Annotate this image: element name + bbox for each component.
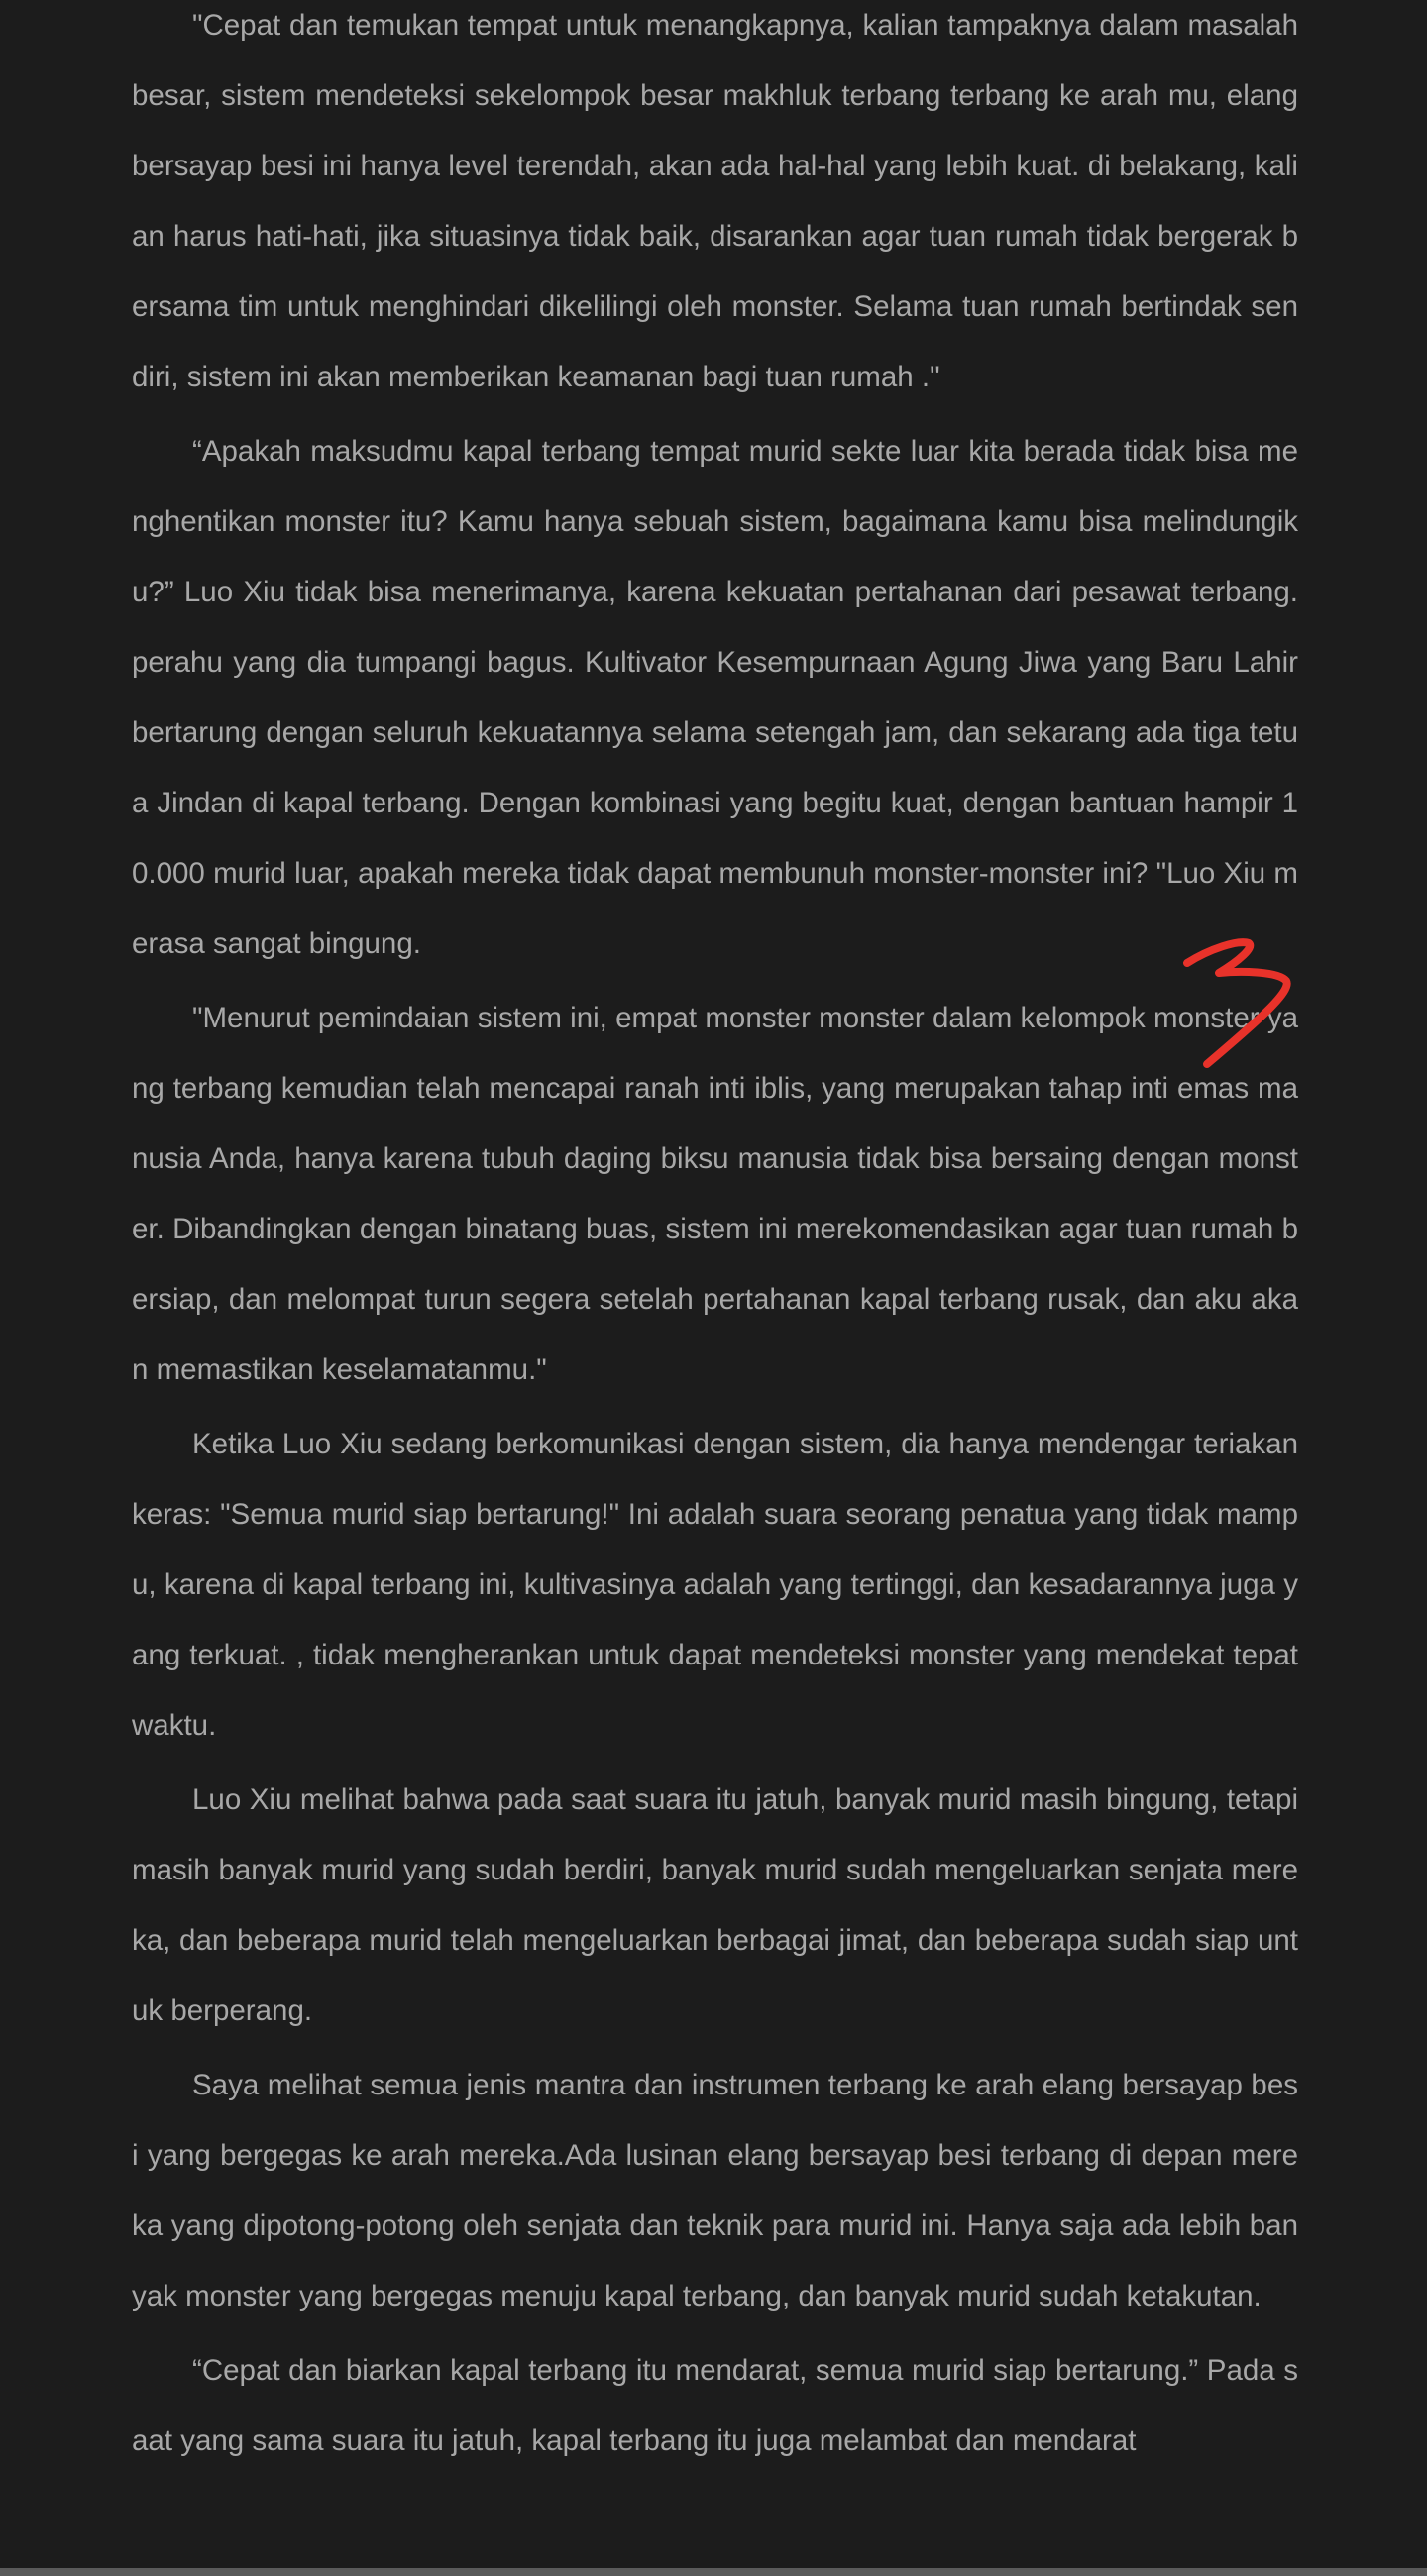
paragraph: Ketika Luo Xiu sedang berkomunikasi dengan sistem, dia hanya mendengar teriakan keras: "Semua murid siap bertarung!" Ini adalah suara seorang penatua yang tidak mampu, karena di kapal terbang ini, kultivasinya adalah yang tertinggi, dan kesadarannya juga yang terkuat. , tidak mengherankan untuk dapat mendeteksi monster yang mendekat tepat waktu. <box>132 1428 1298 1742</box>
paragraph: “Cepat dan biarkan kapal terbang itu mendarat, semua murid siap bertarung.” Pada saat yang sama suara itu jatuh, kapal terbang itu juga melambat dan mendarat <box>132 2354 1298 2457</box>
scroll-indicator-bar <box>0 2568 1427 2576</box>
paragraph: Luo Xiu melihat bahwa pada saat suara itu jatuh, banyak murid masih bingung, tetapi masih banyak murid yang sudah berdiri, banyak murid sudah mengeluarkan senjata mereka, dan beberapa murid telah mengeluarkan berbagai jimat, dan beberapa sudah siap untuk berperang. <box>132 1783 1298 2027</box>
chapter-text <box>132 0 1298 2480</box>
paragraph: Saya melihat semua jenis mantra dan instrumen terbang ke arah elang bersayap besi yang bergegas ke arah mereka.Ada lusinan elang bersayap besi terbang di depan mereka yang dipotong-potong oleh senjata dan teknik para murid ini. Hanya saja ada lebih banyak monster yang bergegas menuju kapal terbang, dan banyak murid sudah ketakutan. <box>132 2069 1298 2312</box>
paragraph: "Cepat dan temukan tempat untuk menangkapnya, kalian tampaknya dalam masalah besar, sistem mendeteksi sekelompok besar makhluk terbang terbang ke arah mu, elang bersayap besi ini hanya level terendah, akan ada hal-hal yang lebih kuat. di belakang, kalian harus hati-hati, jika situasinya tidak baik, disarankan agar tuan rumah tidak bergerak bersama tim untuk menghindari dikelilingi oleh monster. Selama tuan rumah bertindak sendiri, sistem ini akan memberikan keamanan bagi tuan rumah ." <box>132 9 1298 393</box>
paragraph: "Menurut pemindaian sistem ini, empat monster monster dalam kelompok monster yang terbang kemudian telah mencapai ranah inti iblis, yang merupakan tahap inti emas manusia Anda, hanya karena tubuh daging biksu manusia tidak bisa bersaing dengan monster. Dibandingkan dengan binatang buas, sistem ini merekomendasikan agar tuan rumah bersiap, dan melompat turun segera setelah pertahanan kapal terbang rusak, dan aku akan memastikan keselamatanmu." <box>132 1002 1298 1386</box>
paragraph: “Apakah maksudmu kapal terbang tempat murid sekte luar kita berada tidak bisa menghentikan monster itu? Kamu hanya sebuah sistem, bagaimana kamu bisa melindungiku?” Luo Xiu tidak bisa menerimanya, karena kekuatan pertahanan dari pesawat terbang. perahu yang dia tumpangi bagus. Kultivator Kesempurnaan Agung Jiwa yang Baru Lahir bertarung dengan seluruh kekuatannya selama setengah jam, dan sekarang ada tiga tetua Jindan di kapal terbang. Dengan kombinasi yang begitu kuat, dengan bantuan hampir 10.000 murid luar, apakah mereka tidak dapat membunuh monster-monster ini? "Luo Xiu merasa sangat bingung. <box>132 435 1298 960</box>
